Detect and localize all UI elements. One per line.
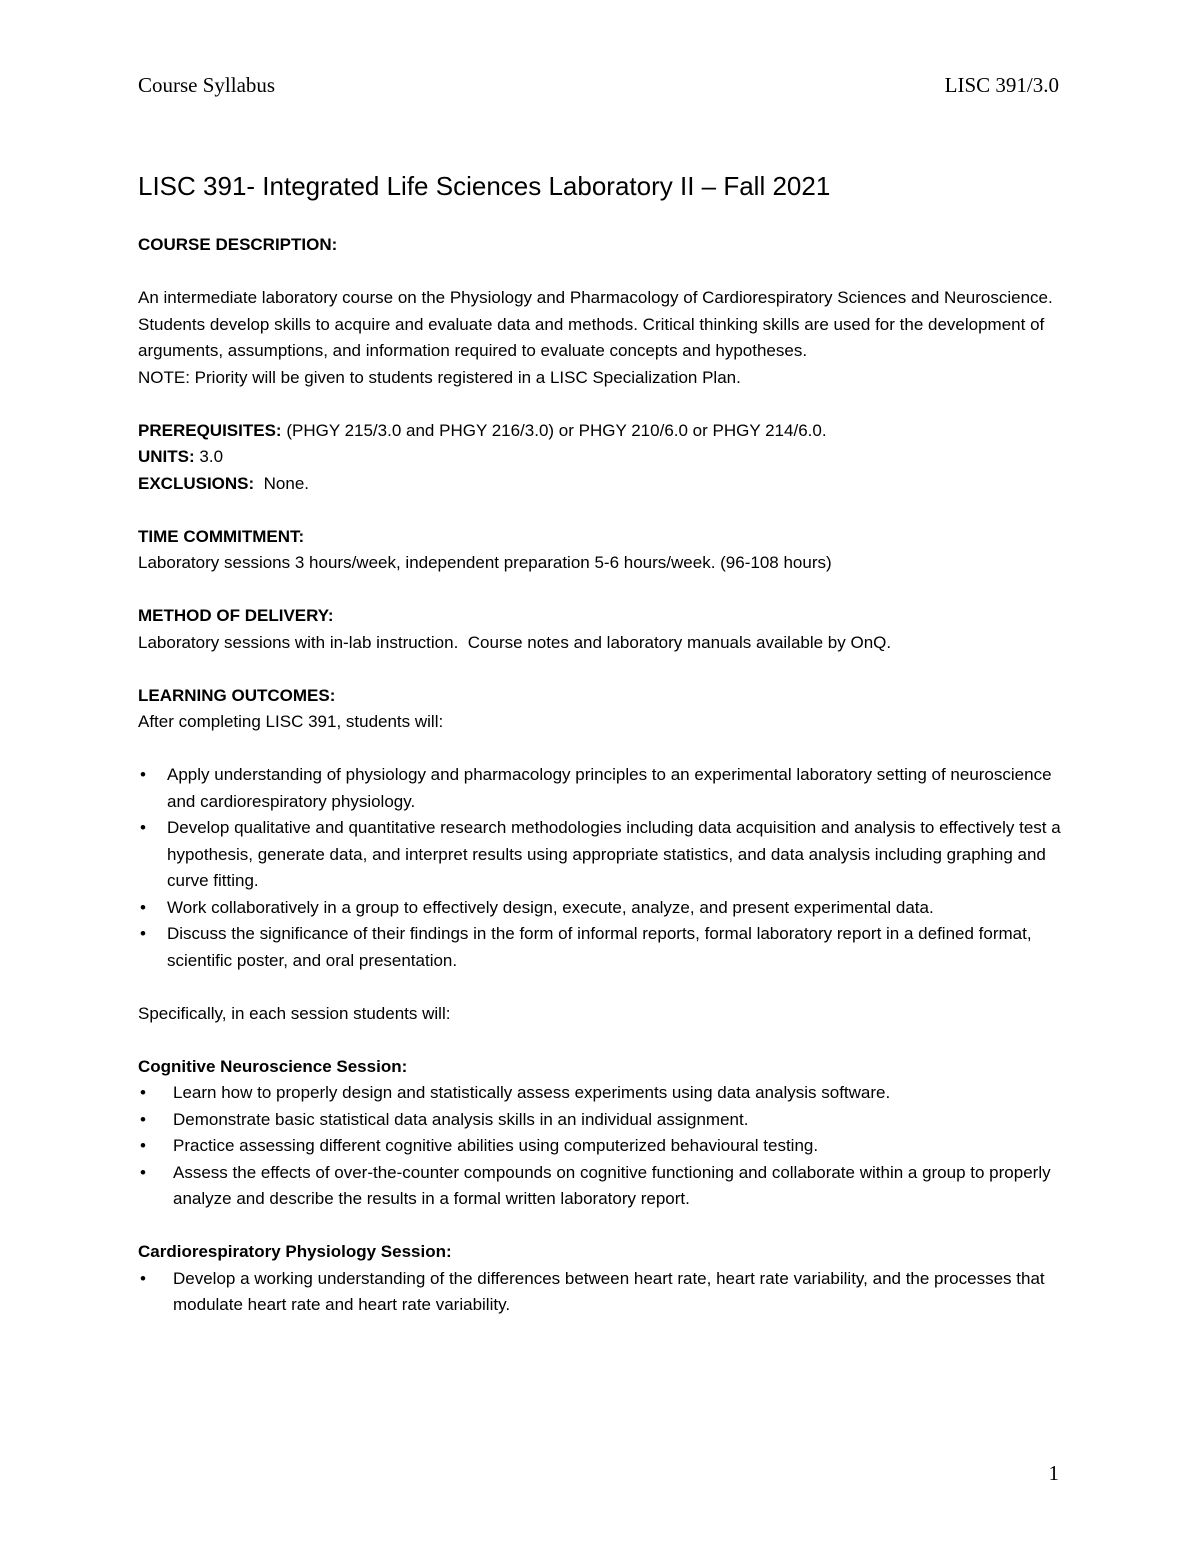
header-course-code: LISC 391/3.0 [944, 73, 1059, 97]
time-commitment-text: Laboratory sessions 3 hours/week, independent preparation 5-6 hours/week. (96-108 hours) [138, 553, 832, 572]
list-item [138, 895, 1068, 922]
cardio-session-heading: Cardiorespiratory Physiology Session: [138, 1242, 452, 1261]
units-value: 3.0 [194, 447, 224, 466]
spacer [138, 656, 1068, 683]
document-title: LISC 391- Integrated Life Sciences Laboratory II – Fall 2021 [138, 171, 831, 201]
list-item [138, 815, 1068, 895]
time-commitment-heading: TIME COMMITMENT: [138, 526, 305, 546]
units-line [138, 444, 1068, 471]
bullet-icon: • [140, 1109, 146, 1129]
list-item-text: Learn how to properly design and statistically assess experiments using data analysis software. [173, 1083, 891, 1102]
bullet-icon: • [140, 1162, 146, 1182]
list-item-text: Develop a working understanding of the differences between heart rate, heart rate variability, and the processes that modulate heart rate and heart rate variability. [173, 1268, 1045, 1314]
cognitive-session-heading: Cognitive Neuroscience Session: [138, 1056, 408, 1076]
course-description-text: An intermediate laboratory course on the Physiology and Pharmacology of Cardiorespiratory Sciences and Neuroscience. Students develop skills to acquire and evaluate data and methods. Critical thinking skills are used for the development of arguments, assumptions, and information required to evaluate concepts and hypotheses. [138, 288, 1053, 360]
bullet-icon: • [140, 924, 146, 943]
list-item [138, 1160, 1068, 1213]
list-item [138, 1266, 1068, 1319]
priority-note: NOTE: Priority will be given to students registered in a LISC Specialization Plan. [138, 367, 741, 387]
learning-outcomes-list [138, 762, 1068, 974]
prerequisites-label: PREREQUISITES: [138, 420, 282, 440]
spacer [138, 391, 1068, 418]
list-item-text: Apply understanding of physiology and pharmacology principles to an experimental laboratory setting of neuroscience and cardiorespiratory physiology. [167, 765, 1052, 811]
list-item [138, 1107, 1068, 1134]
cardio-session-list [138, 1266, 1068, 1319]
spacer [138, 497, 1068, 524]
list-item-text: Assess the effects of over-the-counter compounds on cognitive functioning and collaborate within a group to properly analyze and describe the results in a formal written laboratory report. [173, 1162, 1051, 1208]
bullet-icon: • [140, 1268, 146, 1288]
units-label: UNITS: [138, 447, 195, 466]
page-number: 1 [1048, 1461, 1059, 1485]
list-item-text: Demonstrate basic statistical data analysis skills in an individual assignment. [173, 1109, 749, 1129]
cognitive-session-list [138, 1080, 1068, 1213]
learning-outcomes-intro: After completing LISC 391, students will: [138, 712, 444, 731]
list-item [138, 1133, 1068, 1160]
exclusions-line [138, 471, 1068, 498]
list-item [138, 921, 1068, 974]
spacer [138, 259, 1068, 286]
spacer [138, 1027, 1068, 1054]
bullet-icon: • [140, 1136, 146, 1155]
bullet-icon: • [140, 818, 146, 837]
list-item [138, 762, 1068, 815]
exclusions-value: None. [254, 473, 309, 493]
spacer [138, 974, 1068, 1001]
specifically-intro: Specifically, in each session students will: [138, 1003, 451, 1023]
exclusions-label: EXCLUSIONS: [138, 473, 255, 493]
learning-outcomes-heading: LEARNING OUTCOMES: [138, 685, 336, 705]
list-item-text: Discuss the significance of their findings in the form of informal reports, formal laboratory report in a defined format, scientific poster, and oral presentation. [167, 924, 1032, 970]
method-of-delivery-heading: METHOD OF DELIVERY: [138, 606, 334, 625]
list-item-text: Practice assessing different cognitive abilities using computerized behavioural testing. [173, 1136, 819, 1155]
list-item-text: Work collaboratively in a group to effectively design, execute, analyze, and present experimental data. [167, 897, 934, 917]
document-body [138, 168, 1068, 1319]
spacer [138, 736, 1068, 763]
spacer [138, 1213, 1068, 1240]
prerequisites-line [138, 418, 1068, 445]
header-course-syllabus: Course Syllabus [138, 73, 276, 97]
bullet-icon: • [140, 765, 146, 784]
list-item-text: Develop qualitative and quantitative research methodologies including data acquisition and analysis to effectively test a hypothesis, generate data, and interpret results using appropriate statistics, and data analysis including graphing and curve fitting. [167, 818, 1061, 890]
spacer [138, 577, 1068, 604]
bullet-icon: • [140, 1083, 146, 1102]
list-item [138, 1080, 1068, 1107]
bullet-icon: • [140, 897, 146, 917]
prerequisites-value: (PHGY 215/3.0 and PHGY 216/3.0) or PHGY 210/6.0 or PHGY 214/6.0. [281, 420, 827, 440]
method-of-delivery-text: Laboratory sessions with in-lab instruction. Course notes and laboratory manuals available by OnQ. [138, 632, 892, 652]
course-description-heading: COURSE DESCRIPTION: [138, 235, 338, 254]
